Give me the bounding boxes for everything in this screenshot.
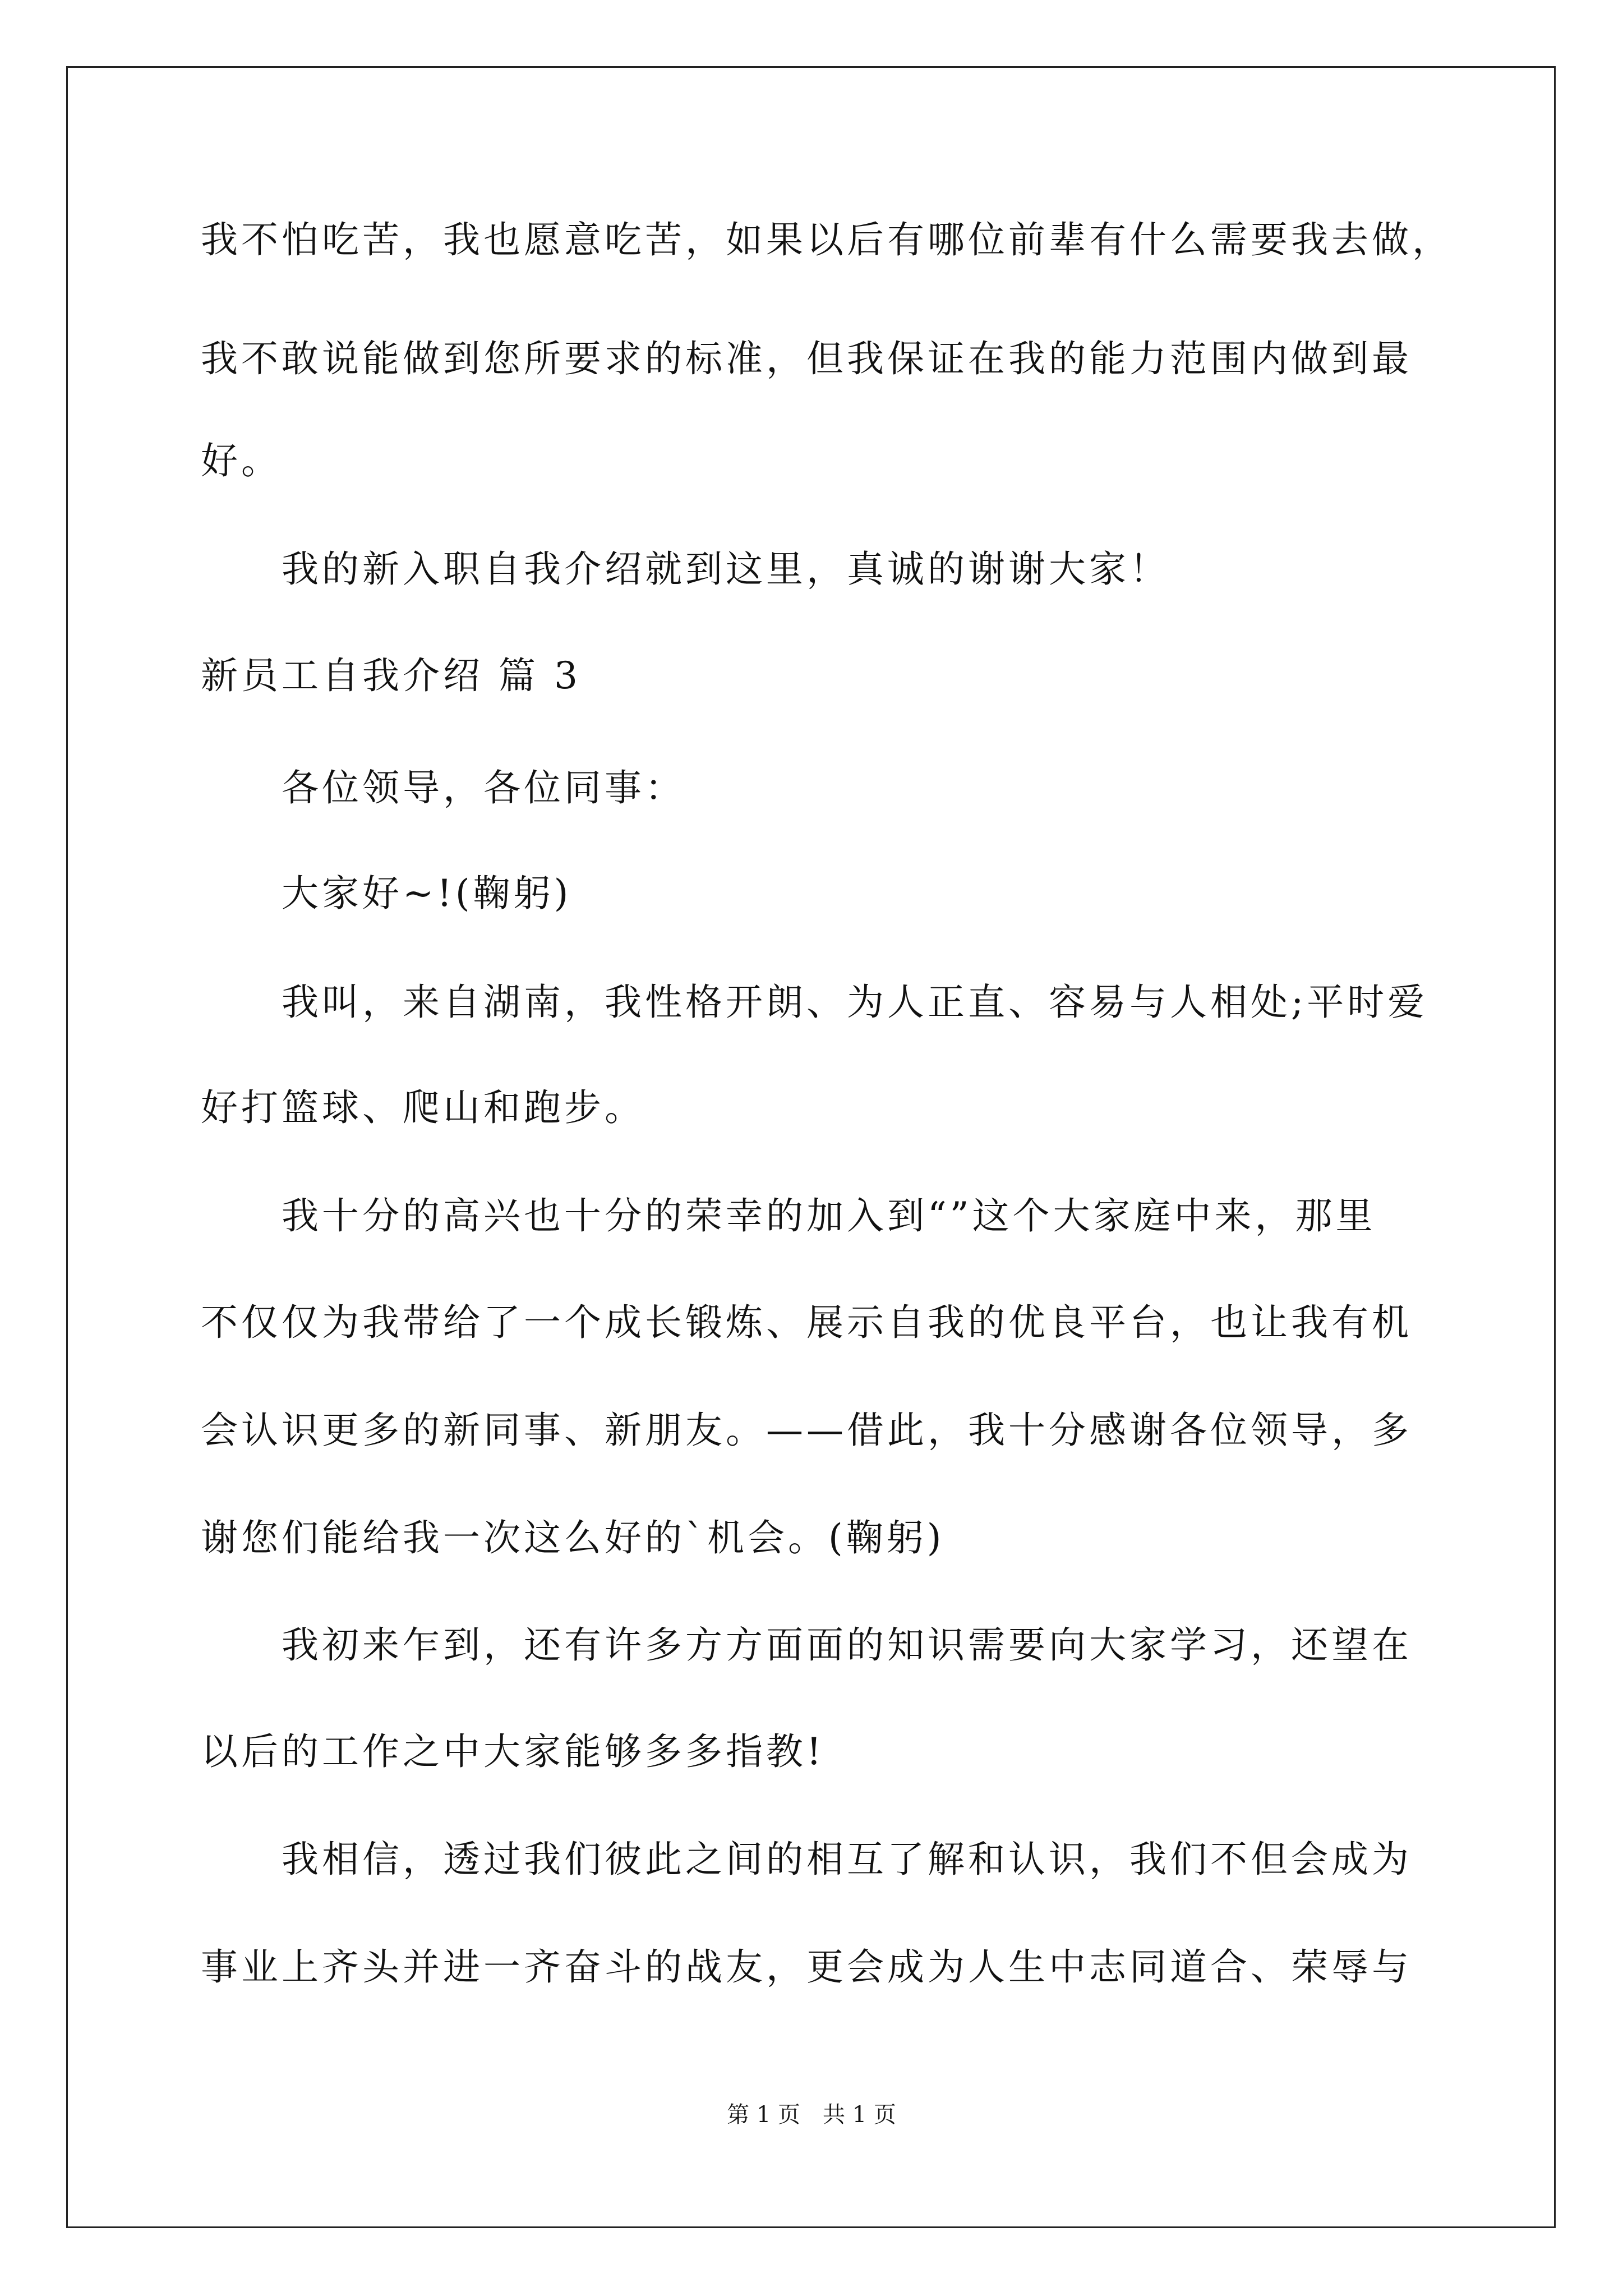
section-heading: 新员工自我介绍 篇 3 — [201, 654, 581, 697]
paragraph-line: 会认识更多的新同事、新朋友。——借此，我十分感谢各位领导，多 — [201, 1409, 1412, 1452]
paragraph-line: 我叫，来自湖南，我性格开朗、为人正直、容易与人相处;平时爱 — [282, 981, 1428, 1024]
paragraph-line: 我十分的高兴也十分的荣幸的加入到“”这个大家庭中来，那里 — [282, 1194, 1376, 1237]
page-border — [66, 66, 1556, 2228]
page-footer: 第 1 页 共 1 页 — [727, 2102, 896, 2128]
paragraph-line: 不仅仅为我带给了一个成长锻炼、展示自我的优良平台，也让我有机 — [201, 1301, 1412, 1344]
paragraph-line: 我的新入职自我介绍就到这里，真诚的谢谢大家！ — [282, 547, 1170, 591]
paragraph-line: 事业上齐头并进一齐奋斗的战友，更会成为人生中志同道合、荣辱与 — [201, 1945, 1412, 1989]
paragraph-line: 我不怕吃苦，我也愿意吃苦，如果以后有哪位前辈有什么需要我去做， — [201, 218, 1453, 261]
paragraph-line: 谢您们能给我一次这么好的`机会。(鞠躬) — [201, 1516, 945, 1559]
paragraph-line: 以后的工作之中大家能够多多指教! — [201, 1730, 825, 1773]
paragraph-line: 好。 — [201, 439, 282, 482]
paragraph-line: 大家好~!(鞠躬) — [282, 872, 572, 915]
paragraph-line: 各位领导，各位同事： — [282, 766, 685, 809]
paragraph-line: 我初来乍到，还有许多方方面面的知识需要向大家学习，还望在 — [282, 1623, 1412, 1667]
paragraph-line: 好打篮球、爬山和跑步。 — [201, 1086, 645, 1129]
paragraph-line: 我不敢说能做到您所要求的标准，但我保证在我的能力范围内做到最 — [201, 337, 1412, 380]
paragraph-line: 我相信，透过我们彼此之间的相互了解和认识，我们不但会成为 — [282, 1838, 1412, 1881]
